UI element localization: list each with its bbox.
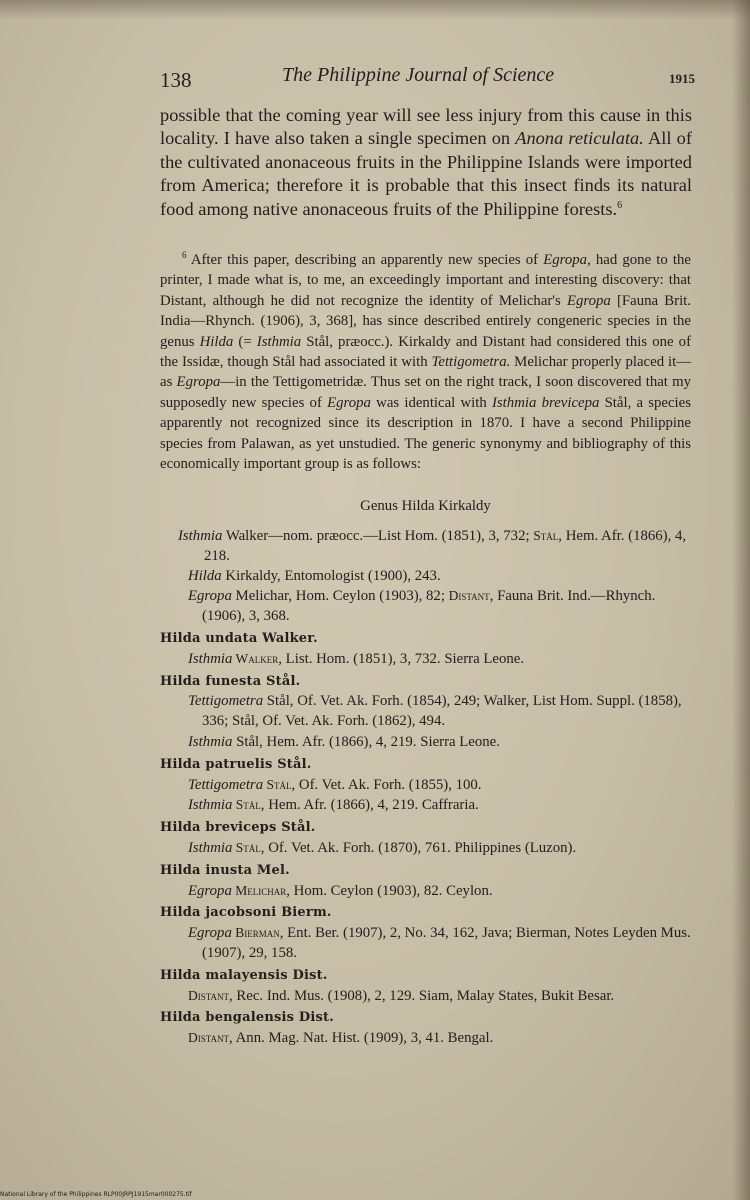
species-name: Hilda malayensis Dist.	[160, 967, 328, 983]
ref-genus: Isthmia	[188, 839, 233, 856]
ref-genus: Egropa	[188, 882, 232, 899]
ref-genus: Isthmia	[188, 650, 233, 667]
publication-year: 1915	[669, 71, 695, 86]
syn-text: Melichar, Hom. Ceylon (1903), 82;	[231, 588, 449, 605]
species-list	[160, 627, 692, 1049]
fn-italic: Egropa,	[543, 252, 591, 268]
species-name: Hilda inusta Mel.	[160, 862, 290, 878]
syn-genus: Isthmia	[178, 528, 223, 544]
ref-text: Stål, Hem. Afr. (1866), 4, 219. Sierra Leone.	[232, 733, 500, 750]
fn-italic: Egropa	[566, 292, 611, 309]
species-reference	[160, 649, 692, 670]
synonym-isthmia	[160, 526, 692, 567]
ref-author: Stål	[232, 839, 261, 855]
page-shadow-top	[0, 0, 750, 20]
species-name: Hilda bengalensis Dist.	[160, 1010, 334, 1026]
species-reference	[160, 923, 692, 964]
fn-text: Stål, a species apparently not recognized since its description in 1870. I have a second Philippine species from Palawan, as yet unstudied. The generic synonymy and bibliography of this economically important group is as follows:	[160, 394, 691, 473]
fn-text: Stål, præocc.). Kirkaldy and Distant had considered this one of the Issidæ, though Stål had associated it with	[160, 333, 691, 371]
footnote-marker: 6	[182, 250, 187, 261]
body-text-a: possible that the coming year will see less injury from this cause in this locality. I have also taken a single specimen on	[160, 105, 692, 149]
ref-genus: Tettigometra	[188, 693, 264, 710]
scan-footer: National Library of the Philippines RLP00JRPJ1915mar000275.tif	[0, 1191, 192, 1198]
species-reference	[160, 838, 692, 859]
fn-text: After this paper, describing an apparently new species of	[190, 252, 544, 268]
ref-text: , Ent. Ber. (1907), 2, No. 34, 162, Java; Bierman, Notes Leyden Mus. (1907), 29, 158.	[202, 925, 691, 961]
fn-text: had gone to the printer, I made what is, to me, an exceedingly important and interesting discovery: that Distant, although he did not recognize the identity of Melichar's	[160, 252, 691, 309]
body-text-b: All of the cultivated anonaceous fruits in the Philippine Islands were imported from America; therefore it is probable that this insect finds its natural food among native anonaceous fruits of the Philippine forests.	[160, 128, 692, 219]
fn-text: was identical with	[370, 394, 492, 411]
syn-genus: Egropa	[188, 588, 232, 605]
species-reference	[160, 1028, 692, 1049]
ref-text: , Of. Vet. Ak. Forh. (1855), 100.	[291, 776, 482, 793]
syn-author: Stål	[533, 528, 559, 543]
journal-title: The Philippine Journal of Science	[282, 64, 555, 86]
synonymy-list	[160, 522, 692, 1049]
fn-text: (=	[233, 333, 257, 350]
ref-text: , Hom. Ceylon (1903), 82. Ceylon.	[286, 882, 493, 899]
syn-text: Walker—nom. præocc.—List Hom. (1851), 3, 732;	[222, 528, 534, 544]
ref-text: , Ann. Mag. Nat. Hist. (1909), 3, 41. Bengal.	[229, 1030, 494, 1047]
species-name: Hilda breviceps Stål.	[160, 820, 316, 836]
page-number: 138	[160, 68, 192, 92]
species-reference	[160, 986, 692, 1007]
synonym-hilda	[160, 567, 692, 587]
ref-author: Walker	[232, 650, 279, 666]
fn-italic: Tettigometra.	[431, 354, 511, 371]
running-header	[160, 62, 695, 96]
fn-text: —in the Tettigometridæ. Thus set on the right track, I soon discovered that my supposedly new species of	[160, 374, 692, 411]
species-reference	[160, 795, 692, 816]
species-name: Hilda funesta Stål.	[160, 673, 301, 689]
ref-text: , List. Hom. (1851), 3, 732. Sierra Leone.	[278, 650, 525, 667]
species-reference	[160, 732, 692, 753]
species-reference	[160, 775, 692, 796]
ref-author: Distant	[188, 1030, 230, 1046]
fn-text: Melichar properly placed it—as	[160, 354, 691, 391]
fn-italic: Hilda	[199, 333, 234, 350]
species-name: Hilda undata Walker.	[160, 630, 318, 646]
ref-genus: Isthmia	[188, 797, 233, 814]
species-reference	[160, 691, 692, 732]
synonym-egropa	[160, 586, 692, 627]
syn-genus: Hilda	[188, 567, 222, 584]
species-reference	[160, 881, 692, 902]
syn-author: Distant	[448, 588, 490, 604]
species-name: Hilda jacobsoni Bierm.	[160, 905, 332, 921]
ref-author: Bierman	[231, 925, 280, 941]
genus-heading: Genus Hilda Kirkaldy	[360, 498, 491, 514]
page-shadow-right	[732, 0, 750, 1200]
footnote	[160, 250, 691, 474]
body-paragraph	[160, 104, 692, 221]
body-text-anona: Anona reticulata.	[515, 128, 644, 149]
ref-genus: Isthmia	[188, 733, 233, 750]
fn-italic: Egropa	[327, 394, 371, 411]
syn-text: , Fauna Brit. Ind.—Rhynch. (1906), 3, 368.	[202, 588, 656, 625]
ref-author: Distant	[188, 987, 230, 1003]
ref-text: , Hem. Afr. (1866), 4, 219. Caffraria.	[260, 797, 479, 814]
fn-italic: Egropa	[176, 374, 221, 391]
fn-text: [Fauna Brit. India—Rhynch. (1906), 3, 368], has since described entirely congeneric species in the genus	[160, 292, 691, 350]
ref-text: , Rec. Ind. Mus. (1908), 2, 129. Siam, Malay States, Bukit Besar.	[229, 987, 615, 1004]
syn-text: , Hem. Afr. (1866), 4, 218.	[204, 528, 687, 564]
syn-text: Kirkaldy, Entomologist (1900), 243.	[221, 567, 441, 584]
ref-genus: Tettigometra	[188, 776, 264, 793]
ref-author: Melichar	[231, 882, 287, 898]
footnote-reference: 6	[617, 199, 623, 211]
fn-italic: Isthmia	[256, 333, 302, 350]
species-name: Hilda patruelis Stål.	[160, 756, 312, 772]
ref-text: , Of. Vet. Ak. Forh. (1870), 761. Philippines (Luzon).	[260, 839, 577, 856]
ref-author: Stål	[232, 797, 261, 813]
ref-author: Stål	[263, 776, 292, 792]
ref-genus: Egropa	[188, 925, 232, 942]
ref-text: Stål, Of. Vet. Ak. Forh. (1854), 249; Walker, List Hom. Suppl. (1858), 336; Stål, Of. Vet. Ak. Forh. (1862), 494.	[202, 693, 682, 730]
fn-italic: Isthmia brevicepa	[492, 394, 600, 411]
